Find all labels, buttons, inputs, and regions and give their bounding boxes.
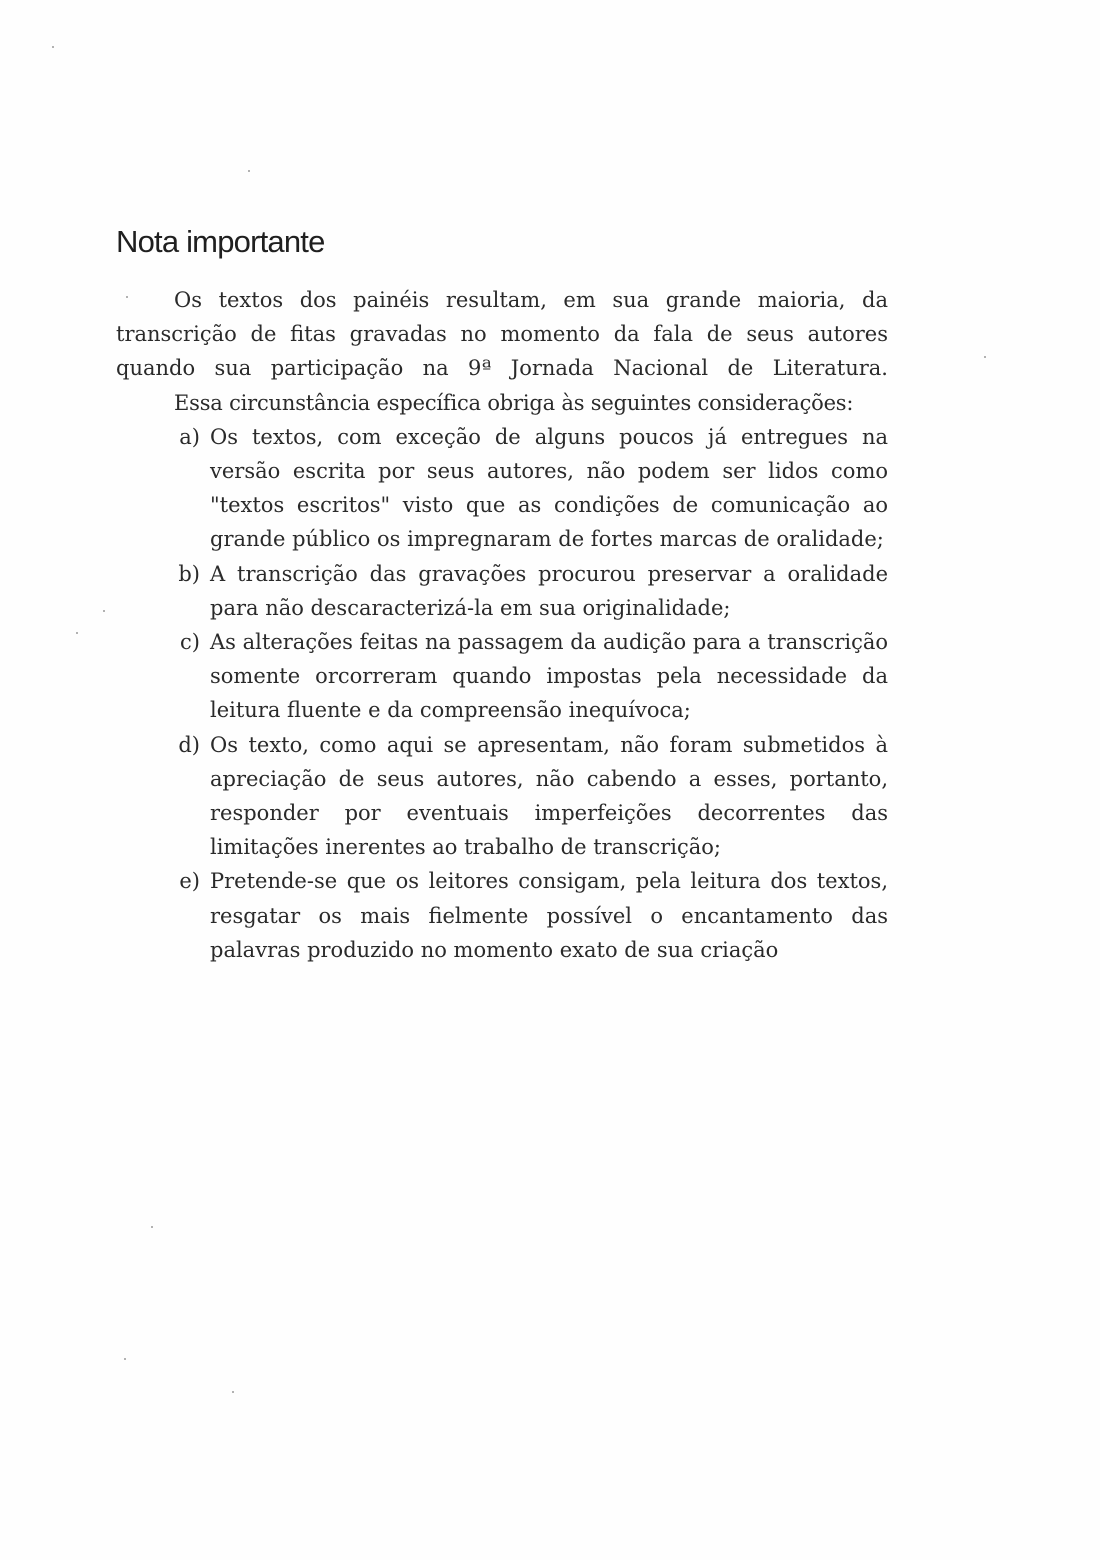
scan-speck	[232, 1391, 234, 1393]
list-item	[116, 557, 888, 625]
lead-paragraph: Essa circunstância específica obriga às seguintes considerações:	[174, 390, 854, 415]
note-body	[116, 283, 888, 967]
list-item-text: Os texto, como aqui se apresentam, não foram submetidos à apreciação de seus autores, não cabendo a esses, portanto, responder por eventuais imperfeições decorrentes das limitações inerentes ao trabalho de transcrição;	[210, 732, 888, 860]
intro-paragraph: Os textos dos painéis resultam, em sua grande maioria, da transcrição de fitas gravadas no momento da fala de seus autores quando sua participação na 9ª Jornada Nacional de Literatura.	[116, 288, 888, 381]
list-item-text: Os textos, com exceção de alguns poucos já entregues na versão escrita por seus autores, não podem ser lidos como "textos escritos" visto que as condições de comunicação ao grande público os impregnaram de fortes marcas de oralidade;	[210, 424, 888, 552]
scan-speck	[984, 356, 986, 358]
list-item-marker: c)	[180, 630, 200, 655]
list-item-marker: b)	[178, 561, 200, 586]
list-item-marker: e)	[179, 869, 200, 894]
scan-speck	[52, 46, 54, 48]
scan-speck	[126, 296, 128, 298]
list-item-marker: d)	[178, 732, 200, 757]
scan-speck	[103, 610, 105, 612]
list-item	[116, 864, 888, 967]
list-item-text: A transcrição das gravações procurou preservar a oralidade para não descaracterizá-la em sua originalidade;	[210, 561, 888, 620]
list-item	[116, 420, 888, 557]
scan-speck	[248, 170, 250, 172]
list-item-text: As alterações feitas na passagem da audição para a transcrição somente orcorreram quando impostas pela necessidade da leitura fluente e da compreensão inequívoca;	[210, 630, 888, 723]
list-item	[116, 625, 888, 728]
list-item	[116, 728, 888, 865]
scan-speck	[76, 632, 78, 634]
list-item-text: Pretende-se que os leitores consigam, pela leitura dos textos, resgatar os mais fielmente possível o encantamento das palavras produzido no momento exato de sua criação	[210, 869, 888, 962]
scan-speck	[151, 1226, 153, 1228]
scan-speck	[124, 1358, 126, 1360]
considerations-list	[116, 420, 888, 967]
page-heading: Nota importante	[116, 224, 325, 259]
list-item-marker: a)	[179, 424, 200, 449]
